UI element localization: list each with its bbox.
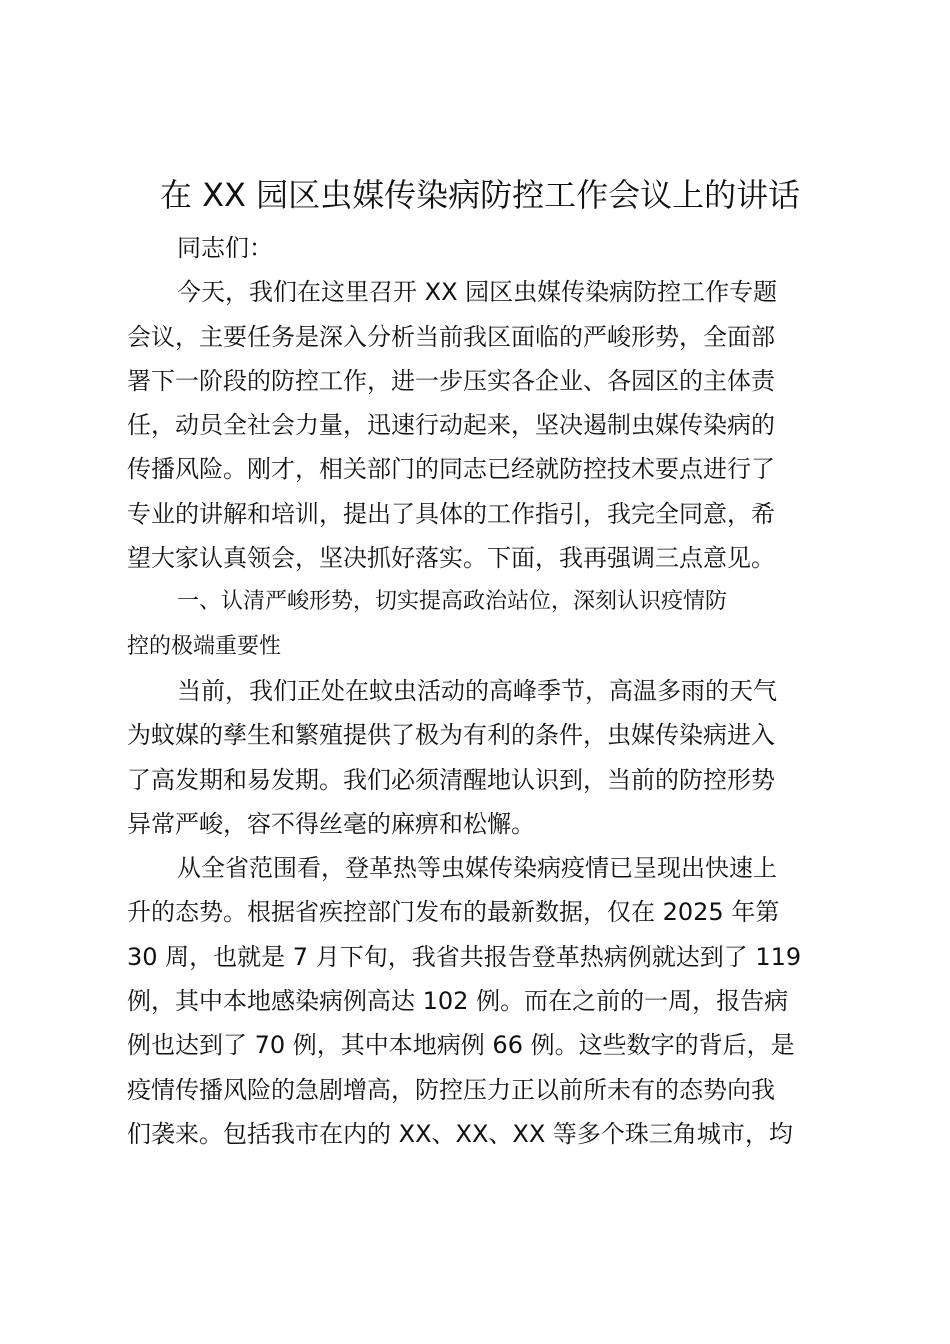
- paragraph-line: 署下一阶段的防控工作，进一步压实各企业、各园区的主体责: [127, 366, 775, 395]
- paragraph-line: 望大家认真领会，坚决抓好落实。下面，我再强调三点意见。: [127, 544, 775, 573]
- paragraph-line: 例也达到了 70 例，其中本地病例 66 例。这些数字的背后，是: [127, 1031, 795, 1060]
- paragraph-line: 传播风险。刚才，相关部门的同志已经就防控技术要点进行了: [127, 455, 775, 484]
- paragraph-line: 升的态势。根据省疾控部门发布的最新数据，仅在 2025 年第: [127, 898, 780, 927]
- salutation-line: 同志们：: [177, 234, 273, 262]
- paragraph-line: 异常严峻，容不得丝毫的麻痹和松懈。: [127, 809, 535, 838]
- paragraph-line: 30 周，也就是 7 月下旬，我省共报告登革热病例就达到了 119: [127, 942, 802, 971]
- paragraph-line: 例，其中本地感染病例高达 102 例。而在之前的一周，报告病: [127, 987, 789, 1016]
- paragraph-line: 今天，我们在这里召开 XX 园区虫媒传染病防控工作专题: [177, 278, 778, 307]
- document-title: 在 XX 园区虫媒传染病防控工作会议上的讲话: [159, 176, 801, 214]
- paragraph-line: 专业的讲解和培训，提出了具体的工作指引，我完全同意，希: [127, 499, 775, 528]
- paragraph-line: 为蚊媒的孳生和繁殖提供了极为有利的条件，虫媒传染病进入: [127, 721, 775, 750]
- document-body: [127, 226, 837, 1156]
- section-heading-line: 一、认清严峻形势，切实提高政治站位，深刻认识疫情防: [177, 589, 728, 615]
- paragraph-line: 任，动员全社会力量，迅速行动起来，坚决遏制虫媒传染病的: [127, 411, 775, 440]
- paragraph-line: 们袭来。包括我市在内的 XX、XX、XX 等多个珠三角城市，均: [127, 1119, 793, 1148]
- paragraph-line: 会议，主要任务是深入分析当前我区面临的严峻形势，全面部: [127, 322, 775, 351]
- paragraph-line: 了高发期和易发期。我们必须清醒地认识到，当前的防控形势: [127, 765, 775, 794]
- section-heading-line: 控的极端重要性: [127, 633, 282, 659]
- paragraph-line: 疫情传播风险的急剧增高，防控压力正以前所未有的态势向我: [127, 1075, 775, 1104]
- paragraph-line: 当前，我们正处在蚊虫活动的高峰季节，高温多雨的天气: [177, 676, 777, 705]
- paragraph-line: 从全省范围看，登革热等虫媒传染病疫情已呈现出快速上: [177, 854, 777, 883]
